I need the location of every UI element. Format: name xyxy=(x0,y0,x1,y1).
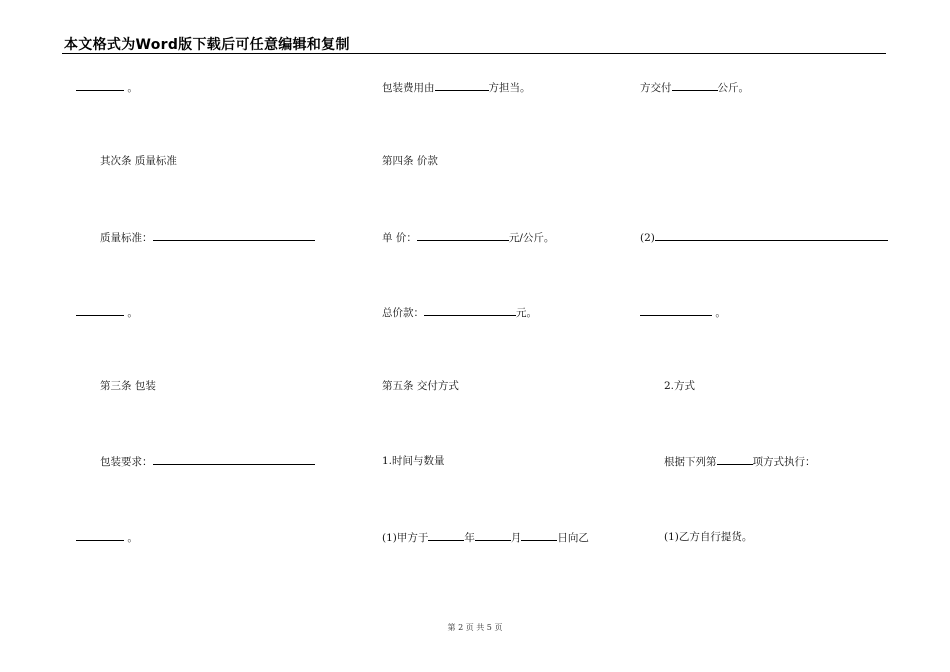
section-heading-delivery: 第五条 交付方式 xyxy=(382,380,459,392)
section-heading-price: 第四条 价款 xyxy=(382,155,438,167)
quality-standard-label: 质量标准： xyxy=(100,232,153,244)
packaging-requirement-label: 包装要求： xyxy=(100,456,153,468)
document-header: 本文格式为Word版下载后可任意编辑和复制 xyxy=(64,37,350,53)
packaging-fee-text-end: 方担当。 xyxy=(488,82,531,94)
col2-line3 xyxy=(382,230,554,245)
blank-field xyxy=(153,454,315,465)
packaging-fee-text: 包装费用由 xyxy=(382,82,435,94)
pickup-option-text: (1)乙方自行提货。 xyxy=(664,531,753,543)
col1-line1 xyxy=(76,80,138,95)
delivery-date-text: (1)甲方于 xyxy=(382,532,429,544)
item-2-label: (2) xyxy=(640,232,655,244)
col1-line6 xyxy=(100,454,315,469)
line-end: 。 xyxy=(127,307,138,319)
col1-line4 xyxy=(76,305,138,320)
total-price-label: 总价款： xyxy=(382,307,424,319)
blank-field xyxy=(424,305,516,316)
blank-field xyxy=(76,80,124,91)
unit-price-label: 单 价： xyxy=(382,232,417,244)
blank-field xyxy=(717,454,753,465)
col2-line7 xyxy=(382,530,589,545)
col3-line1 xyxy=(640,80,749,95)
delivery-qty-unit: 公斤。 xyxy=(717,82,749,94)
header-divider xyxy=(62,53,886,54)
total-price-unit: 元。 xyxy=(516,307,537,319)
blank-field xyxy=(76,305,124,316)
col1-line3 xyxy=(100,230,315,245)
blank-field xyxy=(76,530,124,541)
col2-line1 xyxy=(382,80,531,95)
blank-field xyxy=(655,230,888,241)
subheading-time-quantity: 1.时间与数量 xyxy=(382,455,445,467)
blank-field xyxy=(672,80,718,91)
line-end: 。 xyxy=(127,532,138,544)
page-number: 第 2 页 共 5 页 xyxy=(447,623,503,632)
day-label: 日向乙 xyxy=(557,532,589,544)
blank-field xyxy=(640,305,712,316)
blank-field xyxy=(417,230,509,241)
blank-field xyxy=(435,80,489,91)
col2-line4 xyxy=(382,305,537,320)
col3-line4 xyxy=(640,305,726,320)
blank-field xyxy=(428,530,464,541)
line-end: 。 xyxy=(127,82,138,94)
year-label: 年 xyxy=(464,532,475,544)
col1-line7 xyxy=(76,530,138,545)
line-end: 。 xyxy=(715,307,726,319)
section-heading-quality: 其次条 质量标准 xyxy=(100,155,177,167)
col3-line6 xyxy=(664,454,816,469)
section-heading-packaging: 第三条 包装 xyxy=(100,380,156,392)
col3-line3 xyxy=(640,230,888,245)
subheading-method: 2.方式 xyxy=(664,380,696,392)
delivery-qty-text: 方交付 xyxy=(640,82,672,94)
blank-field xyxy=(475,530,511,541)
blank-field xyxy=(153,230,315,241)
method-choice-text-end: 项方式执行： xyxy=(752,456,816,468)
blank-field xyxy=(521,530,557,541)
month-label: 月 xyxy=(510,532,522,544)
unit-price-unit: 元/公斤。 xyxy=(508,232,555,244)
method-choice-text: 根据下列第 xyxy=(664,456,717,468)
